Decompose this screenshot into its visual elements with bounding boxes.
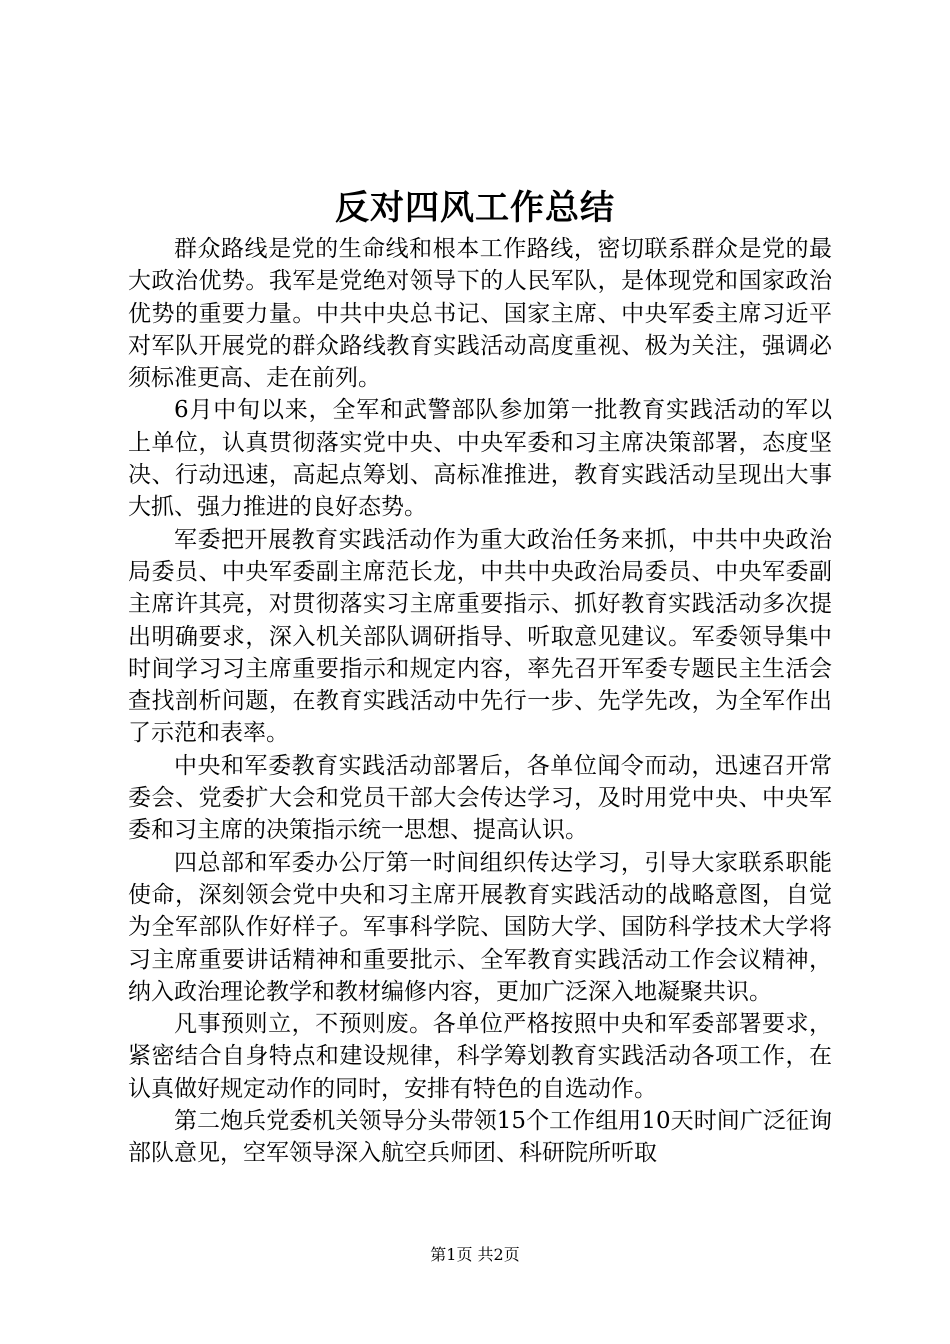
document-body [128,233,832,1170]
page-number-footer: 第1页 共2页 [430,1245,520,1264]
paragraph-1: 群众路线是党的生命线和根本工作路线，密切联系群众是党的最大政治优势。我军是党绝对领导下的人民军队，是体现党和国家政治优势的重要力量。中共中央总书记、国家主席、中央军委主席习近平对军队开展党的群众路线教育实践活动高度重视、极为关注，强调必须标准更高、走在前列。 [128,236,832,392]
paragraph-3: 军委把开展教育实践活动作为重大政治任务来抓，中共中央政治局委员、中央军委副主席范长龙，中共中央政治局委员、中央军委副主席许其亮，对贯彻落实习主席重要指示、抓好教育实践活动多次提出明确要求，深入机关部队调研指导、听取意见建议。军委领导集中时间学习习主席重要指示和规定内容，率先召开军委专题民主生活会查找剖析问题，在教育实践活动中先行一步、先学先改，为全军作出了示范和表率。 [128,526,832,747]
document-title: 反对四风工作总结 [335,188,615,228]
paragraph-5: 四总部和军委办公厅第一时间组织传达学习，引导大家联系职能使命，深刻领会党中央和习主席开展教育实践活动的战略意图，自觉为全军部队作好样子。军事科学院、国防大学、国防科学技术大学将习主席重要讲话精神和重要批示、全军教育实践活动工作会议精神，纳入政治理论教学和教材编修内容，更加广泛深入地凝聚共识。 [128,849,832,1005]
paragraph-4: 中央和军委教育实践活动部署后，各单位闻令而动，迅速召开常委会、党委扩大会和党员干部大会传达学习，及时用党中央、中央军委和习主席的决策指示统一思想、提高认识。 [128,752,832,844]
paragraph-2: 6月中旬以来，全军和武警部队参加第一批教育实践活动的军以上单位，认真贯彻落实党中央、中央军委和习主席决策部署，态度坚决、行动迅速，高起点筹划、高标准推进，教育实践活动呈现出大事大抓、强力推进的良好态势。 [128,397,832,521]
paragraph-7: 第二炮兵党委机关领导分头带领15个工作组用10天时间广泛征询部队意见，空军领导深入航空兵师团、科研院所听取 [128,1108,832,1167]
paragraph-6: 凡事预则立，不预则废。各单位严格按照中央和军委部署要求，紧密结合自身特点和建设规律，科学筹划教育实践活动各项工作，在认真做好规定动作的同时，安排有特色的自选动作。 [128,1011,832,1102]
